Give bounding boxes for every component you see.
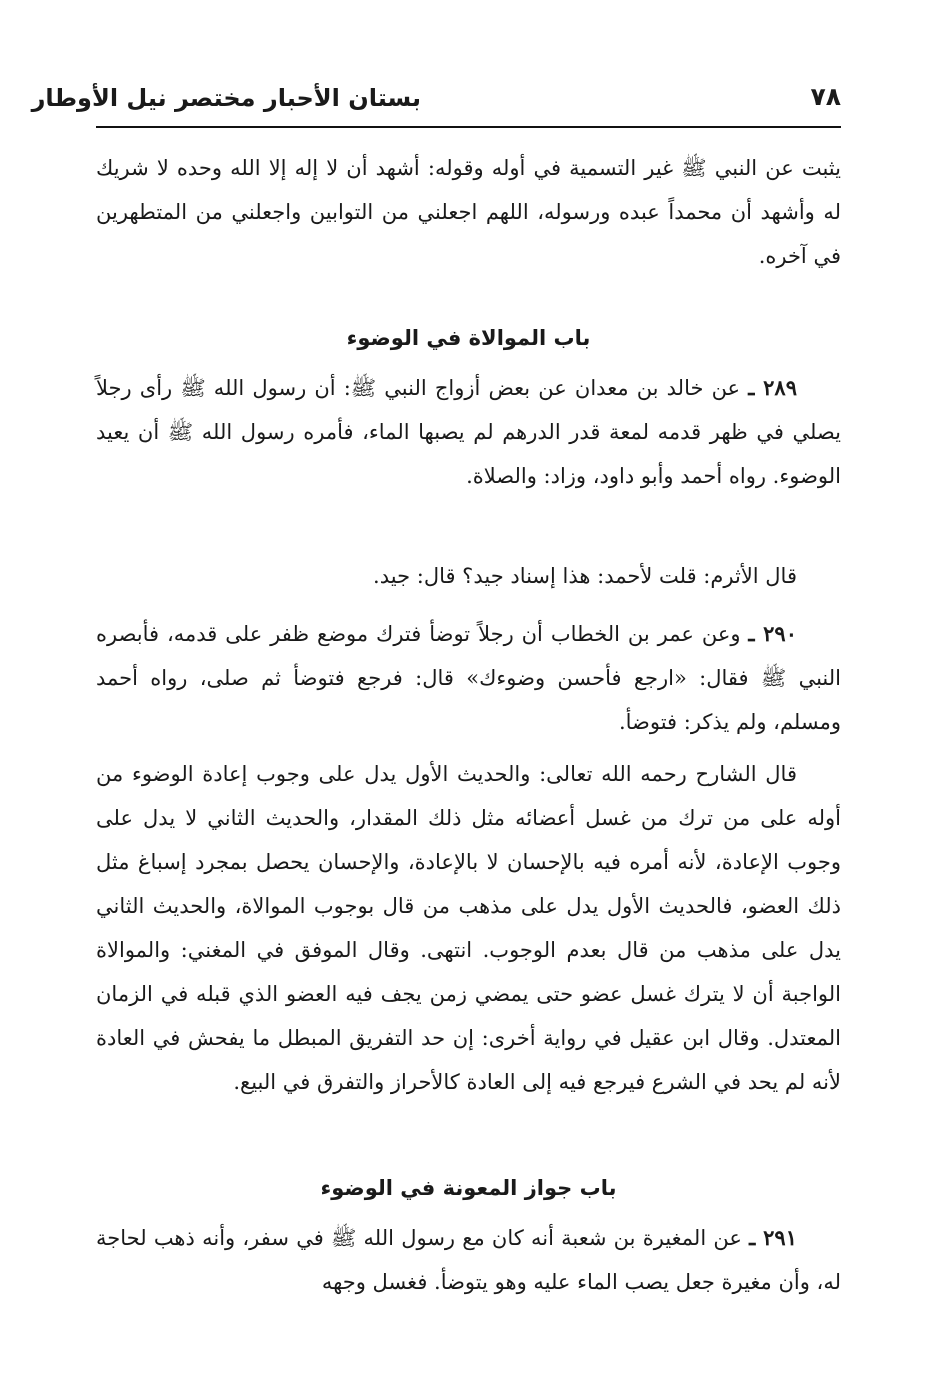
intro-paragraph: يثبت عن النبي ﷺ غير التسمية في أوله وقوله: أشهد أن لا إله إلا الله وحده لا شريك له وأشهد أن محمداً عبده ورسوله، اللهم اجعلني من التوابين واجعلني من المتطهرين في آخره. xyxy=(96,156,841,268)
hadith-291 xyxy=(96,1216,841,1304)
hadith-text: عن خالد بن معدان عن بعض أزواج النبي ﷺ: أن رسول الله ﷺ رأى رجلاً يصلي في ظهر قدمه لمعة قدر الدرهم لم يصبها الماء، فأمره رسول الله ﷺ أن يعيد الوضوء. رواه أحمد وأبو داود، وزاد: والصلاة. xyxy=(96,376,841,488)
page-header xyxy=(31,78,841,124)
hadith-number: ٢٨٩ ـ xyxy=(748,375,797,400)
commentary-paragraph: قال الشارح رحمه الله تعالى: والحديث الأول يدل على وجوب إعادة الوضوء من أوله على من ترك من غسل أعضائه مثل ذلك المقدار، والحديث الثاني لا يدل على وجوب الإعادة، لأنه أمره فيه بالإحسان لا بالإعادة، والإحسان يحصل بمجرد إسباغ مثل ذلك العضو، فالحديث الأول يدل على مذهب من قال بوجوب الموالاة، والحديث الثاني يدل على مذهب من قال بعدم الوجوب. انتهى. وقال الموفق في المغني: والموالاة الواجبة أن لا يترك غسل عضو حتى يمضي زمن يجف فيه العضو الذي قبله في الزمان المعتدل. وقال ابن عقيل في رواية أخرى: إن حد التفريق المبطل ما يفحش في العادة لأنه لم يحد في الشرع فيرجع فيه إلى العادة كالأحراز والتفرق في البيع. xyxy=(96,762,841,1094)
section-heading-maouna: باب جواز المعونة في الوضوء xyxy=(320,1176,617,1200)
hadith-289 xyxy=(96,366,841,498)
athram-note: قال الأثرم: قلت لأحمد: هذا إسناد جيد؟ قال: جيد. xyxy=(373,564,797,588)
header-rule xyxy=(96,126,841,128)
hadith-text: وعن عمر بن الخطاب أن رجلاً توضأ فترك موضع ظفر على قدمه، فأبصره النبي ﷺ فقال: «ارجع فأحسن وضوءك» قال: فرجع فتوضأ ثم صلى، رواه أحمد ومسلم، ولم يذكر: فتوضأ. xyxy=(96,622,841,734)
section-heading-muwalat: باب الموالاة في الوضوء xyxy=(346,326,591,350)
page-number: ٧٨ xyxy=(810,82,841,111)
hadith-number: ٢٩١ ـ xyxy=(749,1225,797,1250)
hadith-number: ٢٩٠ ـ xyxy=(748,621,797,646)
hadith-290 xyxy=(96,612,841,744)
running-title: بستان الأحبار مختصر نيل الأوطار xyxy=(31,84,421,112)
hadith-text: عن المغيرة بن شعبة أنه كان مع رسول الله ﷺ في سفر، وأنه ذهب لحاجة له، وأن مغيرة جعل يصب الماء عليه وهو يتوضأ. فغسل وجهه xyxy=(96,1226,841,1294)
